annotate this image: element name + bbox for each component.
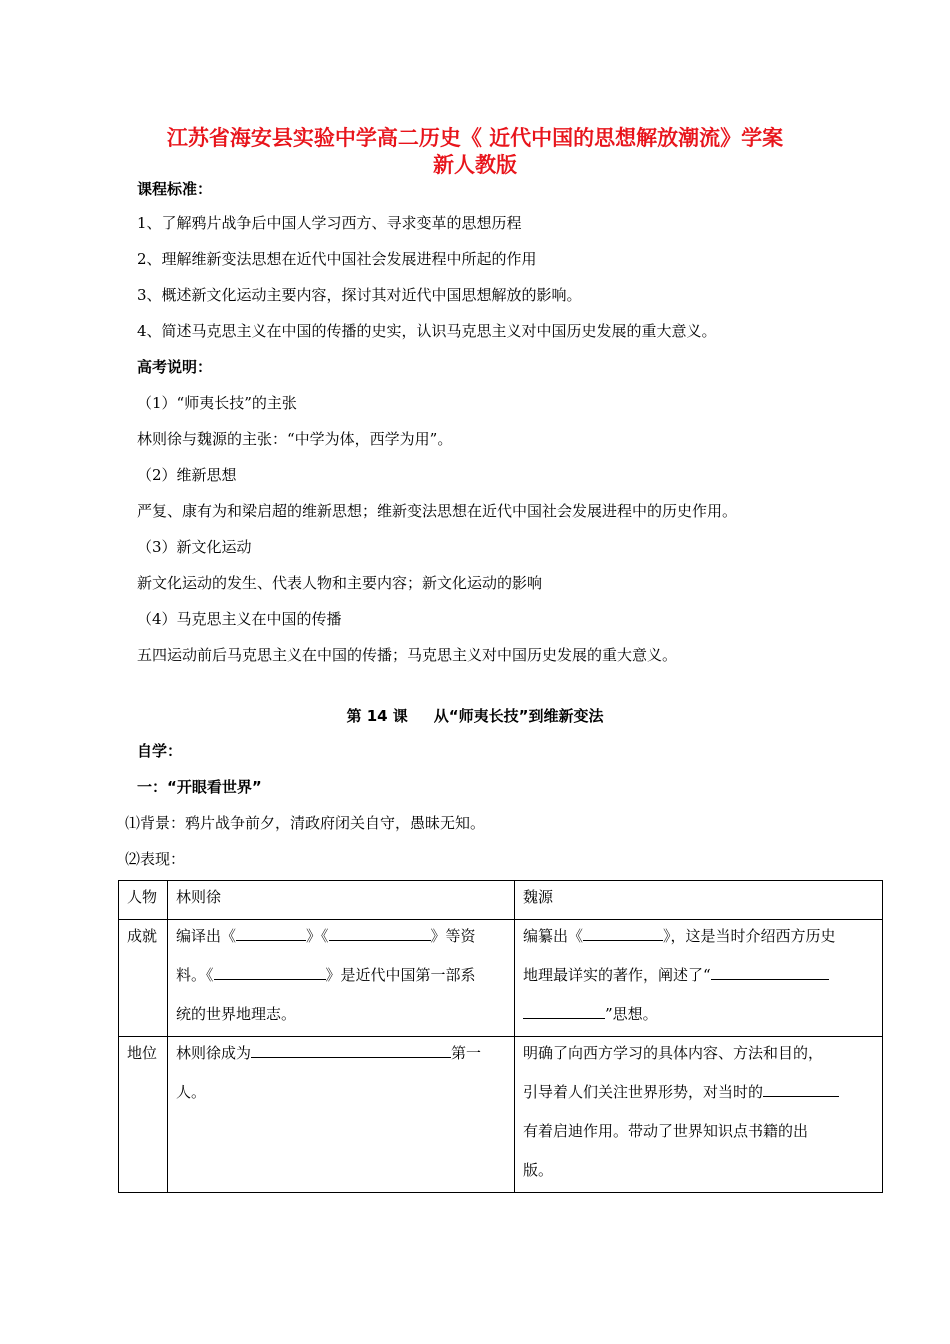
exam-line-8: 五四运动前后马克思主义在中国的传播；马克思主义对中国历史发展的重大意义。 (137, 646, 678, 664)
exam-line-4: 严复、康有为和梁启超的维新思想；维新变法思想在近代中国社会发展进程中的历史作用。 (137, 502, 738, 520)
lin-ach-text-2: 》《 (306, 927, 329, 945)
curriculum-item-1: 1、了解鸦片战争后中国人学习西方、寻求变革的思想历程 (137, 214, 522, 232)
lin-ach-text-3: 》等资 (430, 927, 476, 945)
wei-status-text-4: 版。 (523, 1161, 554, 1179)
blank-field[interactable] (329, 926, 431, 941)
blank-field[interactable] (711, 965, 829, 980)
header-lin: 林则徐 (168, 881, 515, 920)
document-title-line-1: 江苏省海安县实验中学高二历史《 近代中国的思想解放潮流》学案 (166, 126, 784, 150)
lin-status-text-2: 第一 (451, 1044, 482, 1062)
curriculum-item-2: 2、理解维新变法思想在近代中国社会发展进程中所起的作用 (137, 250, 537, 268)
blank-field[interactable] (583, 926, 663, 941)
lin-ach-text-6: 统的世界地理志。 (176, 1005, 297, 1023)
curriculum-item-3: 3、概述新文化运动主要内容，探讨其对近代中国思想解放的影响。 (137, 286, 582, 304)
exam-heading: 高考说明： (137, 358, 213, 376)
self-study-heading: 自学： (137, 742, 183, 760)
lin-status-text-3: 人。 (176, 1083, 207, 1101)
wei-status-text-2: 引导着人们关注世界形势，对当时的 (523, 1083, 764, 1101)
wei-ach-text-2: 》，这是当时介绍西方历史 (663, 927, 836, 945)
section-heading: 一：“开眼看世界” (137, 778, 262, 796)
wei-ach-text-1: 编纂出《 (523, 927, 584, 945)
table-header-row (119, 881, 883, 920)
wei-status-text-1: 明确了向西方学习的具体内容、方法和目的， (523, 1044, 824, 1062)
exam-line-1: （1）“师夷长技”的主张 (137, 394, 297, 412)
row-label-status: 地位 (119, 1037, 168, 1193)
lin-ach-text-5: 》是近代中国第一部系 (325, 966, 476, 984)
curriculum-heading: 课程标准： (137, 180, 213, 198)
exam-line-6: 新文化运动的发生、代表人物和主要内容；新文化运动的影响 (137, 574, 543, 592)
lesson-name: 从“师夷长技”到维新变法 (433, 707, 604, 725)
background-line: ⑴背景：鸦片战争前夕，清政府闭关自守，愚昧无知。 (125, 814, 486, 832)
table-row (119, 1037, 883, 1193)
wei-ach-text-4: ”思想。 (605, 1005, 658, 1023)
exam-line-5: （3）新文化运动 (137, 538, 252, 556)
curriculum-item-4: 4、简述马克思主义在中国的传播的史实，认识马克思主义对中国历史发展的重大意义。 (137, 322, 717, 340)
lesson-number: 第 14 课 (346, 707, 408, 725)
wei-achievement-cell (515, 920, 883, 1037)
header-wei: 魏源 (515, 881, 883, 920)
document-title-line-2: 新人教版 (433, 153, 517, 177)
wei-status-text-3: 有着启迪作用。带动了世界知识点书籍的出 (523, 1122, 809, 1140)
row-label-achievement: 成就 (119, 920, 168, 1037)
blank-field[interactable] (763, 1082, 839, 1097)
header-person: 人物 (119, 881, 168, 920)
exam-line-2: 林则徐与魏源的主张：“中学为体，西学为用”。 (137, 430, 453, 448)
exam-line-7: （4）马克思主义在中国的传播 (137, 610, 342, 628)
lin-status-cell (168, 1037, 515, 1193)
exam-line-3: （2）维新思想 (137, 466, 237, 484)
wei-ach-text-3: 地理最详实的著作，阐述了“ (523, 966, 711, 984)
comparison-table (118, 880, 883, 1193)
lin-ach-text-1: 编译出《 (176, 927, 237, 945)
wei-status-cell (515, 1037, 883, 1193)
blank-field[interactable] (214, 965, 326, 980)
blank-field[interactable] (236, 926, 306, 941)
lin-status-text-1: 林则徐成为 (176, 1044, 252, 1062)
blank-field[interactable] (251, 1043, 451, 1058)
lin-ach-text-4: 料。《 (176, 966, 214, 984)
blank-field[interactable] (523, 1004, 605, 1019)
lin-achievement-cell (168, 920, 515, 1037)
table-row (119, 920, 883, 1037)
lesson-title (0, 706, 950, 726)
performance-line: ⑵表现： (125, 850, 186, 868)
